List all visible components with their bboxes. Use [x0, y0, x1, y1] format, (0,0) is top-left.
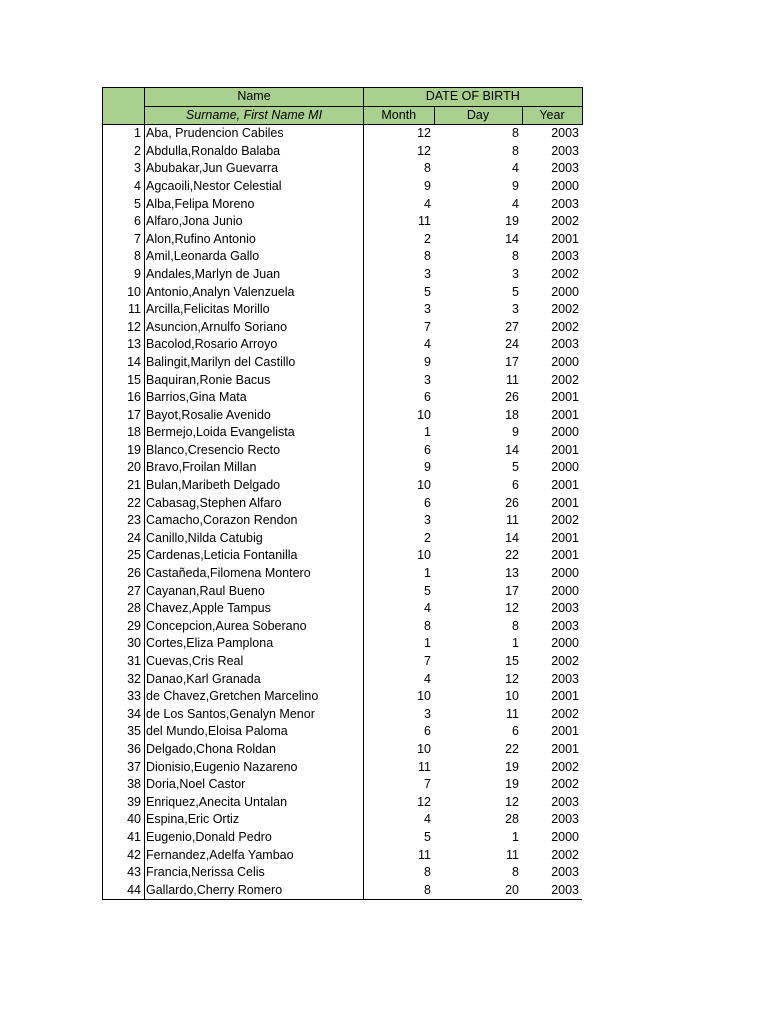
day-cell: 19	[505, 214, 519, 229]
day-cell: 17	[505, 354, 519, 369]
name-cell: Bayot,Rosalie Avenido	[145, 407, 364, 425]
row-number-cell: 21	[103, 477, 145, 495]
row-number-cell: 22	[103, 495, 145, 513]
row-number-cell: 38	[103, 776, 145, 794]
day-cell: 14	[505, 530, 519, 545]
month-cell: 8	[424, 249, 431, 264]
year-cell: 2003	[551, 161, 579, 176]
table-row	[103, 424, 583, 442]
table-header	[103, 88, 583, 125]
table-row	[103, 407, 583, 425]
row-number-cell: 18	[103, 424, 145, 442]
day-cell: 18	[505, 407, 519, 422]
day-cell: 1	[512, 636, 519, 651]
name-cell: Concepcion,Aurea Soberano	[145, 618, 364, 636]
year-cell: 2000	[551, 425, 579, 440]
month-cell: 2	[424, 530, 431, 545]
name-cell: Antonio,Analyn Valenzuela	[145, 284, 364, 302]
table-row	[103, 336, 583, 354]
year-cell: 2003	[551, 249, 579, 264]
month-cell: 7	[424, 777, 431, 792]
month-cell: 6	[424, 495, 431, 510]
day-cell: 6	[512, 724, 519, 739]
month-cell: 5	[424, 829, 431, 844]
name-cell: del Mundo,Eloisa Paloma	[145, 723, 364, 741]
name-cell: Blanco,Cresencio Recto	[145, 442, 364, 460]
row-number-cell: 34	[103, 706, 145, 724]
day-cell: 8	[512, 865, 519, 880]
table-row	[103, 284, 583, 302]
name-cell: Eugenio,Donald Pedro	[145, 829, 364, 847]
year-cell: 2003	[551, 812, 579, 827]
year-cell: 2001	[551, 390, 579, 405]
year-cell: 2002	[551, 847, 579, 862]
name-cell: Doria,Noel Castor	[145, 776, 364, 794]
name-cell: Bermejo,Loida Evangelista	[145, 424, 364, 442]
table-row	[103, 688, 583, 706]
month-cell: 4	[424, 196, 431, 211]
month-cell: 8	[424, 865, 431, 880]
table-row	[103, 459, 583, 477]
month-cell: 1	[424, 636, 431, 651]
day-cell: 5	[512, 284, 519, 299]
row-number-cell: 20	[103, 459, 145, 477]
day-cell: 12	[505, 794, 519, 809]
name-cell: Cuevas,Cris Real	[145, 653, 364, 671]
table-row	[103, 723, 583, 741]
year-cell: 2002	[551, 706, 579, 721]
day-cell: 1	[512, 829, 519, 844]
day-cell: 12	[505, 601, 519, 616]
day-cell: 8	[512, 249, 519, 264]
row-number-cell: 40	[103, 811, 145, 829]
day-cell: 12	[505, 671, 519, 686]
name-cell: Bulan,Maribeth Delgado	[145, 477, 364, 495]
row-number-cell: 42	[103, 847, 145, 865]
table-row	[103, 671, 583, 689]
year-cell: 2001	[551, 530, 579, 545]
row-number-cell: 1	[103, 125, 145, 143]
row-number-cell: 39	[103, 794, 145, 812]
month-cell: 1	[424, 566, 431, 581]
month-cell: 11	[418, 214, 431, 229]
table-row	[103, 248, 583, 266]
name-cell: Alon,Rufino Antonio	[145, 231, 364, 249]
year-cell: 2003	[551, 143, 579, 158]
table-row	[103, 600, 583, 618]
day-cell: 27	[505, 319, 519, 334]
day-cell: 8	[512, 618, 519, 633]
month-cell: 3	[424, 513, 431, 528]
year-cell: 2003	[551, 671, 579, 686]
table-row	[103, 372, 583, 390]
name-cell: Danao,Karl Granada	[145, 671, 364, 689]
birthdate-table	[102, 87, 583, 900]
month-cell: 6	[424, 442, 431, 457]
year-cell: 2003	[551, 865, 579, 880]
month-cell: 3	[424, 266, 431, 281]
name-cell: Fernandez,Adelfa Yambao	[145, 847, 364, 865]
month-cell: 4	[424, 671, 431, 686]
row-number-cell: 44	[103, 882, 145, 900]
year-cell: 2002	[551, 513, 579, 528]
year-cell: 2002	[551, 777, 579, 792]
month-cell: 10	[417, 741, 431, 756]
row-number-cell: 24	[103, 530, 145, 548]
row-number-cell: 17	[103, 407, 145, 425]
table-row	[103, 706, 583, 724]
year-cell: 2003	[551, 601, 579, 616]
name-cell: Espina,Eric Ortiz	[145, 811, 364, 829]
name-cell: Abubakar,Jun Guevarra	[145, 160, 364, 178]
month-cell: 10	[417, 689, 431, 704]
table-row	[103, 143, 583, 161]
month-cell: 10	[417, 548, 431, 563]
year-cell: 2003	[551, 794, 579, 809]
year-cell: 2000	[551, 460, 579, 475]
year-cell: 2003	[551, 618, 579, 633]
name-cell: Balingit,Marilyn del Castillo	[145, 354, 364, 372]
month-cell: 10	[417, 478, 431, 493]
day-cell: 19	[505, 777, 519, 792]
name-cell: Cortes,Eliza Pamplona	[145, 635, 364, 653]
month-cell: 10	[417, 407, 431, 422]
name-cell: Cabasag,Stephen Alfaro	[145, 495, 364, 513]
year-cell: 2001	[551, 548, 579, 563]
row-number-cell: 32	[103, 671, 145, 689]
day-cell: 5	[512, 460, 519, 475]
table-row	[103, 530, 583, 548]
row-number-cell: 31	[103, 653, 145, 671]
name-cell: Asuncion,Arnulfo Soriano	[145, 319, 364, 337]
day-cell: 19	[505, 759, 519, 774]
month-cell: 5	[424, 284, 431, 299]
name-cell: Alfaro,Jona Junio	[145, 213, 364, 231]
row-number-subheader	[103, 106, 145, 125]
month-cell: 7	[424, 654, 431, 668]
row-number-cell: 25	[103, 547, 145, 565]
month-cell: 2	[424, 231, 431, 246]
row-number-cell: 3	[103, 160, 145, 178]
year-cell: 2003	[551, 196, 579, 211]
table-row	[103, 583, 583, 601]
row-number-cell: 10	[103, 284, 145, 302]
year-cell: 2000	[551, 566, 579, 581]
month-cell: 4	[424, 812, 431, 827]
month-cell: 3	[424, 706, 431, 721]
day-cell: 11	[506, 847, 519, 862]
table-row	[103, 442, 583, 460]
name-cell: Andales,Marlyn de Juan	[145, 266, 364, 284]
row-number-cell: 28	[103, 600, 145, 618]
month-cell: 6	[424, 390, 431, 405]
year-cell: 2003	[551, 337, 579, 352]
year-header: Year	[522, 106, 582, 125]
month-cell: 8	[424, 618, 431, 633]
row-number-cell: 12	[103, 319, 145, 337]
year-cell: 2003	[551, 126, 579, 141]
name-cell: Gallardo,Cherry Romero	[145, 882, 364, 900]
row-number-cell: 41	[103, 829, 145, 847]
month-cell: 9	[424, 178, 431, 193]
month-cell: 11	[418, 759, 431, 774]
day-cell: 13	[505, 566, 519, 581]
table-row	[103, 354, 583, 372]
table-row	[103, 811, 583, 829]
year-cell: 2001	[551, 478, 579, 493]
name-header: Name	[145, 88, 364, 107]
day-cell: 11	[506, 706, 519, 721]
day-cell: 17	[505, 583, 519, 598]
day-cell: 28	[505, 812, 519, 827]
month-cell: 1	[424, 425, 431, 440]
month-cell: 5	[424, 583, 431, 598]
year-cell: 2002	[551, 759, 579, 774]
day-cell: 11	[506, 513, 519, 528]
month-cell: 9	[424, 354, 431, 369]
name-cell: Dionisio,Eugenio Nazareno	[145, 759, 364, 777]
row-number-cell: 9	[103, 266, 145, 284]
name-cell: de Los Santos,Genalyn Menor	[145, 706, 364, 724]
row-number-cell: 35	[103, 723, 145, 741]
day-cell: 8	[512, 126, 519, 141]
table-row	[103, 759, 583, 777]
day-cell: 14	[505, 442, 519, 457]
table-row	[103, 618, 583, 636]
day-cell: 11	[506, 372, 519, 387]
name-cell: de Chavez,Gretchen Marcelino	[145, 688, 364, 706]
row-number-cell: 23	[103, 512, 145, 530]
table-row	[103, 635, 583, 653]
day-cell: 20	[434, 882, 522, 900]
row-number-cell: 5	[103, 196, 145, 214]
name-cell: Canillo,Nilda Catubig	[145, 530, 364, 548]
year-cell: 2002	[551, 214, 579, 229]
year-cell: 2003	[522, 882, 582, 900]
year-cell: 2000	[551, 829, 579, 844]
table-row	[103, 495, 583, 513]
date-of-birth-header: DATE OF BIRTH	[364, 88, 583, 107]
name-cell: Castañeda,Filomena Montero	[145, 565, 364, 583]
day-cell: 3	[512, 266, 519, 281]
name-cell: Enriquez,Anecita Untalan	[145, 794, 364, 812]
table-row	[103, 266, 583, 284]
day-cell: 15	[505, 654, 519, 668]
row-number-cell: 43	[103, 864, 145, 882]
year-cell: 2001	[551, 495, 579, 510]
year-cell: 2001	[551, 741, 579, 756]
table-row	[103, 776, 583, 794]
row-number-cell: 37	[103, 759, 145, 777]
row-number-cell: 19	[103, 442, 145, 460]
table-body	[103, 125, 583, 900]
row-number-cell: 8	[103, 248, 145, 266]
table-row	[103, 829, 583, 847]
row-number-cell: 16	[103, 389, 145, 407]
name-cell: Baquiran,Ronie Bacus	[145, 372, 364, 390]
month-cell: 12	[417, 794, 431, 809]
table-row	[103, 653, 583, 671]
year-cell: 2001	[551, 407, 579, 422]
day-cell: 26	[505, 390, 519, 405]
row-number-cell: 6	[103, 213, 145, 231]
table-row	[103, 301, 583, 319]
table-row	[103, 160, 583, 178]
name-cell: Bacolod,Rosario Arroyo	[145, 336, 364, 354]
year-cell: 2002	[551, 302, 579, 317]
table-row	[103, 477, 583, 495]
year-cell: 2000	[551, 354, 579, 369]
year-cell: 2000	[551, 583, 579, 598]
row-number-cell: 15	[103, 372, 145, 390]
name-cell: Francia,Nerissa Celis	[145, 864, 364, 882]
table-row	[103, 864, 583, 882]
table-row	[103, 319, 583, 337]
table-row	[103, 231, 583, 249]
row-number-cell: 26	[103, 565, 145, 583]
name-format-subheader: Surname, First Name MI	[145, 106, 364, 125]
row-number-cell: 7	[103, 231, 145, 249]
name-cell: Cayanan,Raul Bueno	[145, 583, 364, 601]
day-cell: 22	[505, 741, 519, 756]
table-row	[103, 213, 583, 231]
year-cell: 2001	[551, 689, 579, 704]
name-cell: Cardenas,Leticia Fontanilla	[145, 547, 364, 565]
year-cell: 2001	[551, 724, 579, 739]
row-number-cell: 29	[103, 618, 145, 636]
name-cell: Abdulla,Ronaldo Balaba	[145, 143, 364, 161]
month-cell: 3	[424, 302, 431, 317]
month-cell: 4	[424, 601, 431, 616]
month-cell: 3	[424, 372, 431, 387]
table-row	[103, 847, 583, 865]
day-cell: 9	[512, 178, 519, 193]
row-number-cell: 14	[103, 354, 145, 372]
name-cell: Barrios,Gina Mata	[145, 389, 364, 407]
day-cell: 22	[505, 548, 519, 563]
year-cell: 2000	[551, 178, 579, 193]
day-cell: 10	[505, 689, 519, 704]
table-row	[103, 794, 583, 812]
year-cell: 2002	[551, 266, 579, 281]
row-number-cell: 4	[103, 178, 145, 196]
month-cell: 12	[417, 143, 431, 158]
year-cell: 2000	[551, 636, 579, 651]
table-row	[103, 125, 583, 143]
month-cell: 9	[424, 460, 431, 475]
row-number-cell: 30	[103, 635, 145, 653]
year-cell: 2002	[551, 372, 579, 387]
table-row	[103, 512, 583, 530]
day-cell: 4	[512, 196, 519, 211]
year-cell: 2001	[551, 231, 579, 246]
row-number-cell: 2	[103, 143, 145, 161]
year-cell: 2002	[551, 654, 579, 668]
name-cell: Bravo,Froilan Millan	[145, 459, 364, 477]
name-cell: Chavez,Apple Tampus	[145, 600, 364, 618]
month-cell: 8	[364, 882, 435, 900]
name-cell: Arcilla,Felicitas Morillo	[145, 301, 364, 319]
month-cell: 4	[424, 337, 431, 352]
year-cell: 2000	[551, 284, 579, 299]
day-cell: 26	[505, 495, 519, 510]
month-cell: 8	[424, 161, 431, 176]
day-header: Day	[434, 106, 522, 125]
year-cell: 2002	[551, 319, 579, 334]
day-cell: 14	[505, 231, 519, 246]
name-cell: Camacho,Corazon Rendon	[145, 512, 364, 530]
month-cell: 7	[424, 319, 431, 334]
name-cell: Agcaoili,Nestor Celestial	[145, 178, 364, 196]
name-cell: Amil,Leonarda Gallo	[145, 248, 364, 266]
row-number-cell: 36	[103, 741, 145, 759]
table-row	[103, 565, 583, 583]
day-cell: 3	[512, 302, 519, 317]
table-row	[103, 882, 583, 900]
day-cell: 24	[505, 337, 519, 352]
row-number-cell: 11	[103, 301, 145, 319]
row-number-cell: 27	[103, 583, 145, 601]
table-row	[103, 178, 583, 196]
name-cell: Alba,Felipa Moreno	[145, 196, 364, 214]
day-cell: 6	[512, 478, 519, 493]
month-cell: 12	[417, 126, 431, 141]
month-header: Month	[364, 106, 435, 125]
row-number-cell: 33	[103, 688, 145, 706]
month-cell: 11	[418, 847, 431, 862]
day-cell: 8	[512, 143, 519, 158]
table-row	[103, 741, 583, 759]
name-cell: Delgado,Chona Roldan	[145, 741, 364, 759]
row-number-cell: 13	[103, 336, 145, 354]
year-cell: 2001	[551, 442, 579, 457]
day-cell: 4	[512, 161, 519, 176]
table-row	[103, 547, 583, 565]
table-row	[103, 196, 583, 214]
name-cell: Aba, Prudencion Cabiles	[145, 125, 364, 143]
day-cell: 9	[512, 425, 519, 440]
row-number-header	[103, 88, 145, 107]
table-row	[103, 389, 583, 407]
month-cell: 6	[424, 724, 431, 739]
